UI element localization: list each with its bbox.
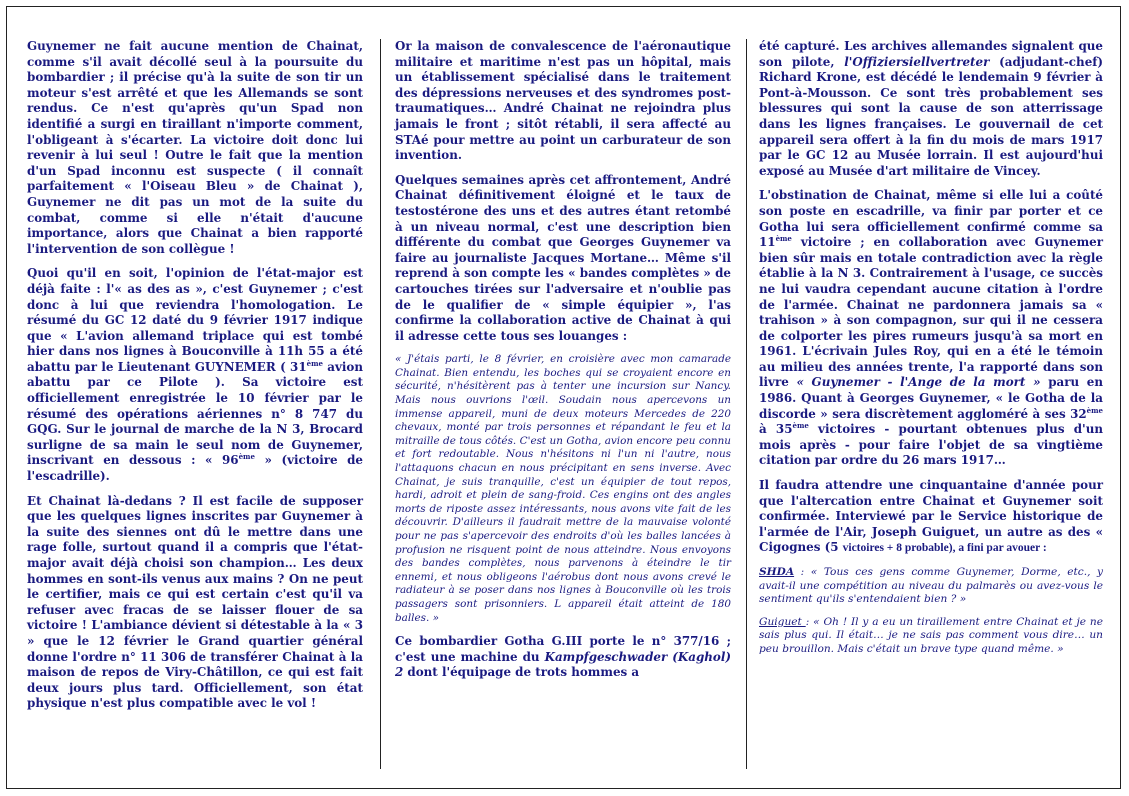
paragraph: Et Chainat là-dedans ? Il est facile de supposer que les quelques lignes inscrites par Guynemer à la suite des siennes ont dû le mettre dans une rage folle, surtout quand il a compris que l'état-major avait déjà choisi son champion… Les deux hommes en sont-ils venus aux mains ? On ne peut le certifier, mais ce qui est certain c'est qu'il va refuser avec fracas de se laisser flouer de sa victoire ! L'ambiance dévient si détestable à la « 3 » que le 12 février le Grand quartier général donne l'ordre n° 11 306 de transférer Chainat à la maison de repos de Viry-Châtillon, ce qui est fait deux jours plus tard. Officiellement, son état physique n'est plus compatible avec le vol ! <box>27 493 363 711</box>
text-run: victoires - pourtant obtenues plus d'un mois après - pour faire l'objet de sa vingtième citation par ordre du 26 mars 1917… <box>759 422 1103 468</box>
paragraph <box>759 478 1103 557</box>
superscript: ème <box>1086 405 1103 415</box>
column-divider <box>746 39 747 769</box>
superscript: ème <box>775 234 792 244</box>
text-run: avion abattu par ce Pilote ). Sa victoire est officiellement enregistrée le 10 février par le résumé des opérations aériennes n° 8 747 du GQG. Sur le journal de marche de la N 3, Brocard surligne de sa main le seul nom de Guynemer, inscrivant en dessous : « 96 <box>27 359 363 468</box>
paragraph: Guynemer ne fait aucune mention de Chainat, comme s'il avait décollé seul à la poursuite du bombardier ; il précise qu'à la suite de son tir un moteur s'est arrêté et que les Allemands se sont rendus. Ce n'est qu'après qu'un Spad non identifié a surgi en tiraillant n'importe comment, l'obligeant à s'écarter. La victoire doit donc lui revenir à lui seul ! Outre le fait que la mention d'un Spad inconnu est suspecte ( il connaît parfaitement « l'Oiseau Bleu » de Chainat ), Guynemer ne dit pas un mot de la suite du combat, comme si elle n'était d'aucune importance, alors que Chainat a bien rapporté l'intervention de son collègue ! <box>27 39 363 256</box>
column-3 <box>759 39 1103 666</box>
paragraph <box>759 39 1103 179</box>
paragraph <box>395 634 731 681</box>
text-run: Ce bombardier Gotha G.III porte le n° 377/16 ; c'est une machine du <box>395 634 731 664</box>
text-run-italic: « Guynemer - l'Ange de la mort » <box>796 375 1041 390</box>
document-page <box>6 6 1121 789</box>
text-run-italic: Kampfgeschwader (Kaghol) 2 <box>395 649 732 680</box>
text-run: à 35 <box>759 422 793 437</box>
text-run: dont l'équipage de trots hommes a <box>403 665 640 680</box>
text-run: » (victoire de l'escadrille). <box>27 453 363 484</box>
column-2 <box>395 39 731 690</box>
text-run-italic: l'Offiziersiellvertreter <box>844 54 990 69</box>
superscript: ème <box>306 358 323 368</box>
text-run: (adjudant-chef) Richard Krone, est décédé le lendemain 9 février à Pont-à-Mousson. Ce sont très probablement ses blessures qui sont la cause de son atterrissage dans les lignes françaises. Le gouvernail de cet appareil sera offert à la fin du mois de mars 1917 par le GC 12 au Musée lorrain. Il est aujourd'hui exposé au Musée d'art militaire de Vincey. <box>759 54 1103 178</box>
superscript: ème <box>238 452 255 462</box>
text-run: : « Oh ! Il y a eu un tiraillement entre Chainat et je ne sais plus qui. Il était… je ne sais pas comment vous dire… un peu brouillon. Mais c'était un brave type quand même. » <box>759 615 1104 655</box>
text-run: L'obstination de Chainat, même si elle lui a coûté son poste en escadrille, va finir par porter et ce Gotha lui sera officiellement confirmé comme sa 11 <box>759 188 1103 250</box>
paragraph <box>759 188 1103 469</box>
interview-question <box>759 566 1103 607</box>
speaker-label: Guiguet <box>759 615 806 628</box>
column-1 <box>27 39 363 721</box>
text-run: victoire ; en collaboration avec Guynemer bien sûr mais en totale contradiction avec la règle établie à la N 3. Contrairement à l'usage, ce succès ne lui vaudra cependant aucune citation à l'ordre de l'armée. Chainat ne pardonnera jamais sa « trahison » à son compagnon, sur qui il ne cessera de colporter les pires rumeurs jusqu'à sa mort en 1961. L'écrivain Jules Roy, qui en a été le témoin au milieu des années trente, l'a rapporté dans son livre <box>759 235 1103 390</box>
paragraph: Quelques semaines après cet affrontement, André Chainat définitivement éloigné et le taux de testostérone des uns et des autres étant retombé à un niveau normal, c'est une description bien différente du combat que Georges Guynemer va faire au journaliste Jacques Mortane… Même s'il reprend à son compte les « bandes complètes » de cartouches tirées sur l'adversaire et n'oublie pas de le qualifier de « simple équipier », l'as confirme la collaboration active de Chainat à qui il adresse cette tous ses louanges : <box>395 172 731 343</box>
superscript: ème <box>792 421 809 431</box>
speaker-label: SHDA <box>759 566 795 578</box>
text-run: Il faudra attendre une cinquantaine d'année pour que l'altercation entre Chainat et Guynemer soit confirmée. Interviewé par le Service historique de l'armée de l'Air, Joseph Guiguet, un autre as des « Cigognes (5 <box>759 478 1103 555</box>
guynemer-quote: « J'étais parti, le 8 février, en croisière avec mon camarade Chainat. Bien entendu, les boches qui se croyaient encore en sécurité, n'hésitèrent pas à tenter une incursion sur Nancy. Mais nous ouvrions l'œil. Soudain nous apercevons un immense appareil, muni de deux moteurs Mercedes de 220 chevaux, monté par trois personnes et répandant le feu et la mitraille de tous côtés. C'est un Gotha, avion encore peu connu et fort redoutable. Nous n'hésitons ni l'un ni l'autre, nous l'attaquons chacun en nous précipitant en sens inverse. Avec Chainat, je suis tranquille, c'est un équipier de tout repos, hardi, adroit et plein de sang-froid. Ces engins ont des angles morts de riposte assez intéressants, nous avons vite fait de les découvrir. D'ailleurs il faudrait mettre de la mauvaise volonté pour ne pas s'apercevoir des endroits d'où les balles lancées à profusion ne risquent point de nous atteindre. Nous envoyons des bandes complètes, nous parvenons à éteindre le tir ennemi, et nous obligeons l'aérobus dont nous avons crevé le radiateur à se poser dans nos lignes à Bouconville où les trois passagers sont prisonniers. L appareil était atteint de 180 balles. » <box>395 353 731 624</box>
text-run: victoires + 8 probable), a fini par avouer : <box>842 542 1047 555</box>
paragraph: Or la maison de convalescence de l'aéronautique militaire et maritime n'est pas un hôpital, mais un établissement spécialisé dans le traitement des dépressions nerveuses et des syndromes post-traumatiques… André Chainat ne rejoindra plus jamais le front ; sitôt rétabli, il sera affecté au STAé pour mettre au point un carburateur de son invention. <box>395 39 731 163</box>
paragraph <box>27 266 363 484</box>
text-run: Quoi qu'il en soit, l'opinion de l'état-major est déjà faite : l'« as des as », c'est Guynemer ; c'est donc à lui que reviendra l'homologation. Le résumé du GC 12 daté du 9 février 1917 indique que « L'avion allemand triplace qui est tombé hier dans nos lignes à Bouconville à 11h 55 a été abattu par le Lieutenant GUYNEMER ( 31 <box>27 266 363 374</box>
column-divider <box>380 39 381 769</box>
interview-answer <box>759 616 1103 657</box>
text-run: : « Tous ces gens comme Guynemer, Dorme, etc., y avait-il une compétition au niveau du palmarès ou avez-vous le sentiment qu'ils s'entendaient bien ? » <box>759 566 1103 606</box>
text-run: été capturé. Les archives allemandes signalent que son pilote, <box>759 39 1103 69</box>
text-run: paru en 1986. Quant à Georges Guynemer, « le Gotha de la discorde » sera discrètement aggloméré à ses 32 <box>759 375 1104 421</box>
